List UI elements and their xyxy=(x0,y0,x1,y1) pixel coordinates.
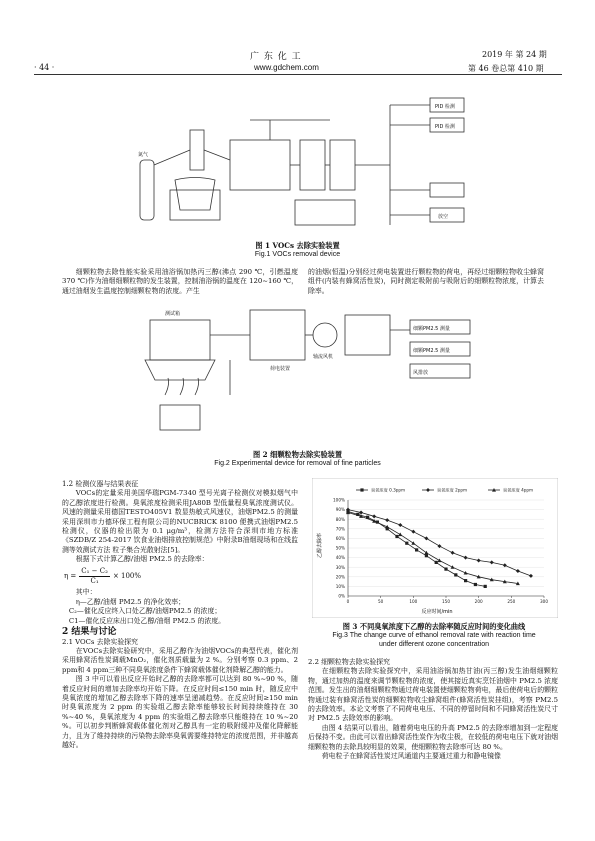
pid-box-3 xyxy=(430,183,464,197)
data-point xyxy=(437,558,441,562)
data-point xyxy=(444,568,447,571)
y-tick-label: 0% xyxy=(338,593,345,599)
y-tick-label: 50% xyxy=(335,545,345,551)
x-tick-label: 0 xyxy=(346,599,350,604)
y-tick-label: 40% xyxy=(335,555,345,561)
fig2-label-charge: 荷电装置 xyxy=(270,366,291,372)
y-tick-label: 20% xyxy=(335,574,345,580)
data-point xyxy=(424,536,428,540)
bath-tank xyxy=(295,200,355,225)
data-point xyxy=(372,514,376,518)
heading-2-2: 2.2 细颗粒物去除实验探究 xyxy=(308,658,391,666)
figure2-caption-en: Fig.2 Experimental device for removal of fine particles xyxy=(214,460,381,467)
para-2-2-b: 由图 4 结果可以看出，随着荷电电压的升高 PM2.5 的去除率增加到一定程度后保持不变。由此可以看出蜂窝活性炭作为收尘极，在较低的荷电电压下就对油烟细颗粒物的去除具较明显的效果，使细颗粒物去除率可达 80 %。 xyxy=(308,723,558,751)
data-point xyxy=(405,542,408,545)
header-rule xyxy=(34,74,562,75)
data-point xyxy=(490,560,494,564)
x-tick-label: 100 xyxy=(409,599,418,604)
figure1-caption-en: Fig.1 VOCs removal device xyxy=(254,251,341,258)
figure2-caption-cn: 图 2 细颗粒物去除实验装置 xyxy=(252,450,343,459)
body-top-left-text: 细颗粒物去除性能实验采用油浴锅加热丙三醇(沸点 290 ℃，引燃温度 370 ℃)作为油烟细颗粒物的发生装置，控制油浴锅的温度在 120~160 ℃，通过油烟发生温度控制细颗粒物的浓度。产生 xyxy=(62,268,298,295)
data-point xyxy=(529,574,533,578)
x-tick-label: 250 xyxy=(507,599,516,604)
figure3-chart xyxy=(312,478,558,618)
legend-label: 臭氧浓度 0.3ppm xyxy=(371,487,406,493)
chart-xlabel: 反应时间/min xyxy=(421,609,453,615)
data-point xyxy=(454,573,457,576)
test-box xyxy=(150,320,210,360)
reactor-1 xyxy=(300,140,325,190)
para-2-1-a: 在VOCs去除实验研究中，采用乙醇作为油烟VOCs的典型代表，催化剂采用蜂窝活性炭调载MnO₂，催化剂质载量为 2 %。分别考察 0.3 ppm、2 ppm和 4 ppm三种不同臭氧浓度条件下蜂窝载体催化剂降解乙醇的能力。 xyxy=(62,646,298,674)
eq-rhs: × 100% xyxy=(112,571,142,580)
data-point xyxy=(435,561,438,564)
chart-grid xyxy=(348,500,544,596)
heading-2-1: 2.1 VOCs 去除实验探究 xyxy=(62,637,138,646)
x-tick-label: 200 xyxy=(474,599,483,604)
reactor-2 xyxy=(330,140,355,190)
x-tick-label: 300 xyxy=(540,599,548,604)
right-column xyxy=(308,658,558,761)
data-point xyxy=(503,563,507,567)
fig2-label-vent: 风排放 xyxy=(413,370,429,376)
body-top-left xyxy=(62,268,298,296)
mixing-box xyxy=(230,140,290,190)
eq-fraction xyxy=(79,567,110,587)
chart-ylabel: 乙醇去除率 xyxy=(317,532,323,558)
para-2-2-c: 荷电粒子在蜂窝活性炭过风通道内主要通过重力和静电镜像 xyxy=(321,752,501,761)
fig2-label-pm-b: 细颗PM2.5 测量 xyxy=(413,348,450,354)
figure2-diagram xyxy=(130,300,490,450)
body-top-right-text: 的油烟(恒温)分别经过荷电装置进行颗粒物的荷电，再经过细颗粒物收尘蜂窝组件(内装有蜂窝活性炭)，同时测定吸附前与吸附后的细颗粒物浓度，计算去除率。 xyxy=(308,268,544,295)
para-1-2-a: VOCs的定量采用美国华瑞PGM-7340 型号光离子检测仪对模拟烟气中的乙醇浓度进行检测。臭氧浓度检测采用JA80B 型低量程臭氧浓度测试仪。风速的测量采用德国TESTO405V1 数显热敏式风速仪，油烟PM2.5 的测量采用深圳市力德环保工程有限公司的NUCBRICK 8100 便携式油烟PM2.5 检测仪，仪器的检出限为 0.1 μg/m³，检测方法符合深圳市地方标准《SZDB/Z 254-2017 饮食业油烟排放控制规范》中附录B油烟现场和在线监测等效测试方法 粒子集合光散射法[5]。 xyxy=(62,489,298,554)
figure1-diagram xyxy=(130,80,480,240)
data-point xyxy=(474,583,477,586)
journal-name: 广 东 化 工 xyxy=(250,52,302,62)
y-tick-label: 90% xyxy=(335,507,345,513)
data-point xyxy=(359,510,363,514)
x-tick-label: 150 xyxy=(442,599,450,604)
y-tick-label: 60% xyxy=(335,536,345,541)
hood xyxy=(145,360,215,380)
equation xyxy=(64,567,298,587)
data-point xyxy=(426,488,430,492)
legend-label: 臭氧浓度 4ppm xyxy=(503,487,534,493)
body-top-right xyxy=(308,268,544,296)
heading-1-2: 1.2 检测仪器与结果表征 xyxy=(62,480,139,488)
volume-info: 第 46 卷总第 410 期 xyxy=(468,64,544,73)
y-tick-label: 70% xyxy=(335,526,345,532)
data-point xyxy=(395,535,398,538)
data-point xyxy=(385,518,389,522)
data-point xyxy=(437,544,441,548)
chart-legend xyxy=(356,487,533,494)
data-point xyxy=(477,558,481,562)
x-tick-label: 50 xyxy=(377,599,384,604)
figure3-caption-cn: 图 3 不同臭氧浓度下乙醇的去除率随反应时间的变化曲线 xyxy=(342,622,526,631)
data-point xyxy=(411,530,415,534)
chart-series-group xyxy=(346,508,533,588)
y-tick-label: 10% xyxy=(335,584,345,589)
data-point xyxy=(425,554,428,557)
charge-device xyxy=(250,310,305,360)
eq-num: C₁ − C₂ xyxy=(79,567,110,577)
fig2-label-fan: 轴流风机 xyxy=(313,354,334,360)
def-3: C1—催化反应床出口处乙醇/油烟 PM2.5 的浓度。 xyxy=(68,616,226,625)
left-column xyxy=(62,480,298,750)
data-point xyxy=(398,533,402,537)
eq-den: C₁ xyxy=(90,577,99,586)
def-1: η—乙醇/油烟 PM2.5 的净化效率； xyxy=(75,597,186,606)
legend-label: 臭氧浓度 2ppm xyxy=(437,487,468,493)
axial-fan xyxy=(313,323,337,347)
fig1-label-pid1: PID 检测 xyxy=(435,104,455,110)
data-point xyxy=(415,548,418,551)
para-1-2-b: 根据下式计算乙醇/油烟 PM2.5 的去除率： xyxy=(75,555,209,564)
heading-2: 2 结果与讨论 xyxy=(62,627,117,638)
fig2-label-pm-a: 细颗PM2.5 测量 xyxy=(413,326,450,332)
journal-url: www.gdchem.com xyxy=(254,63,319,72)
data-point xyxy=(398,523,402,527)
figure1-caption-cn: 图 1 VOCs 去除实验装置 xyxy=(255,241,340,250)
fig2-label-box: 测试箱 xyxy=(165,311,181,317)
y-tick-label: 80% xyxy=(335,516,345,522)
data-point xyxy=(464,556,468,560)
para-2-1-b: 图 3 中可以看出反应开始时乙醇的去除率都可以达到 80 %~90 %，随着反应时间的增加去除率均开始下降。在反应时间≤150 min 时，随反应中臭氧浓度的增加乙醇去除率下降的速率呈递减趋势。在反应时间≥150 min 时臭氧浓度为 2 ppm 的实验组乙醇去除率能够较长时间持续维持在 30 %~40 %，臭氧浓度为 4 ppm 的实验组乙醇去除率只能维持在 10 %~20 %。可以初步判断蜂窝载体催化剂对乙醇具有一定的吸附缓冲及催化降解能力，且为了维持持续的污染物去除率臭氧需要维持特定的浓度范围，并非越高越好。 xyxy=(62,675,298,749)
data-point xyxy=(484,585,487,588)
eq-lhs: η = xyxy=(64,571,77,580)
figure3-caption-en-2: under different ozone concentration xyxy=(378,641,489,648)
data-point xyxy=(464,579,467,582)
page-number: · 44 · xyxy=(34,63,55,72)
data-point xyxy=(360,488,363,491)
where-label: 其中： xyxy=(75,588,97,597)
def-2: C₂—催化反应终入口处乙醇/油烟PM2.5 的浓度； xyxy=(68,607,222,616)
fig1-label-vent: 放空 xyxy=(438,214,449,220)
y-tick-label: 100% xyxy=(333,497,345,503)
data-point xyxy=(516,569,520,573)
para-2-2-a: 在细颗粒物去除实验探究中，采用油浴锅加热甘油(丙三醇)发生油烟细颗粒物，通过加热的温度来调节颗粒物的浓度，使其接近真实烹饪油烟中 PM2.5 浓度范围。发生出的油烟细颗粒物通过荷电装置使细颗粒物荷电，最后使荷电后的颗粒物通过装有蜂窝活性炭的细颗粒物收尘蜂窝组件(蜂窝活性炭挂组)，考察 PM2.5 的去除效率。本论文考察了不同荷电电压、不同的停留时间和不同蜂窝活性炭尺寸对 PM2.5 去除效率的影响。 xyxy=(308,667,558,723)
year-issue: 2019 年 第 24 期 xyxy=(482,50,547,59)
y-tick-label: 30% xyxy=(335,564,345,570)
figure3-caption-en-1: Fig.3 The change curve of ethanol removal rate with reaction time xyxy=(332,632,536,639)
collector xyxy=(345,315,390,355)
data-point xyxy=(451,551,455,555)
heater xyxy=(160,405,200,430)
fig1-label-pid2: PID 检测 xyxy=(435,124,455,130)
fig1-label-gas: 氮气 xyxy=(138,152,149,158)
flowmeter xyxy=(190,130,204,170)
data-point xyxy=(411,541,415,545)
gas-cylinder xyxy=(140,160,154,220)
